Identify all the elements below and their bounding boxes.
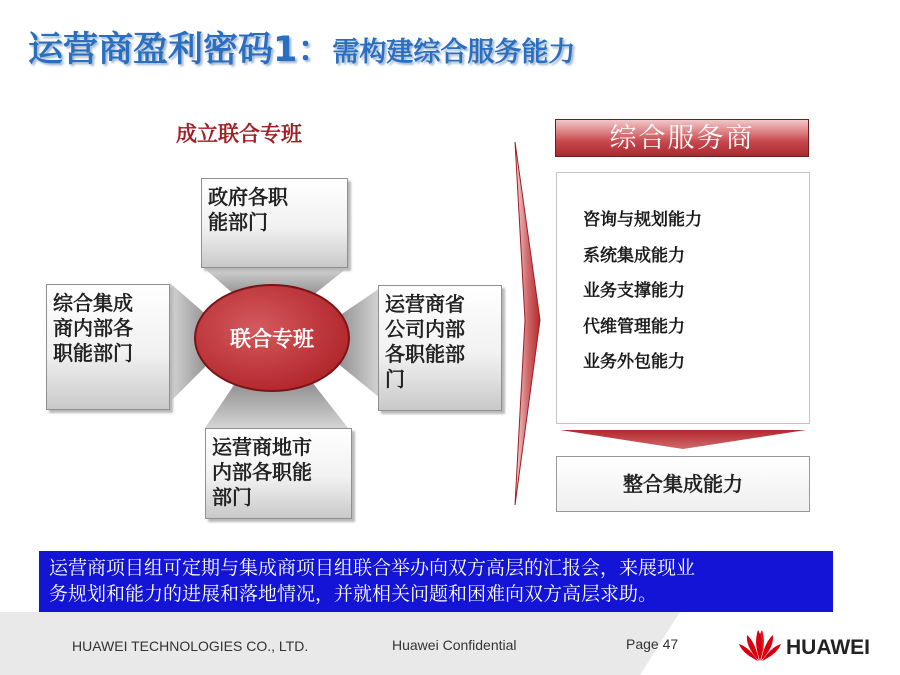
box-line: 运营商省 [385, 292, 465, 316]
box-line: 内部各职能 [212, 460, 312, 484]
diagram-heading: 成立联合专班 [176, 122, 302, 146]
footer-company: HUAWEI TECHNOLOGIES CO., LTD. [72, 638, 309, 654]
note-line: 务规划和能力的进展和落地情况，并就相关问题和困难向双方高层求助。 [49, 583, 658, 605]
note-box [39, 551, 833, 613]
box-line: 政府各职 [208, 185, 288, 209]
box-line: 门 [385, 367, 405, 391]
box-line: 能部门 [208, 210, 268, 234]
box-line: 运营商地市 [212, 435, 312, 459]
huawei-wordmark: HUAWEI [786, 636, 870, 659]
dept-box-integrator [46, 284, 170, 410]
box-line: 综合集成 [53, 291, 133, 315]
big-chevron-arrow [515, 142, 540, 505]
capability-list-box [556, 172, 810, 424]
box-line: 公司内部 [385, 317, 465, 341]
huawei-petal-logo-icon [738, 628, 782, 662]
integration-capability-box: 整合集成能力 [556, 456, 810, 512]
dept-box-city [205, 428, 352, 519]
capability-item: 代维管理能力 [583, 317, 685, 337]
dept-box-province [378, 285, 502, 411]
down-arrow [560, 430, 806, 449]
box-line: 部门 [212, 485, 252, 509]
title-part1: 运营商盈利密码1： [28, 30, 333, 70]
dept-box-government [201, 178, 348, 268]
footer-confidential: Huawei Confidential [392, 637, 517, 653]
box-line: 职能部门 [53, 341, 133, 365]
footer-page-number: Page 47 [626, 636, 679, 652]
title-part2: 需构建综合服务能力 [332, 37, 576, 68]
box-line: 各职能部 [385, 342, 465, 366]
capability-item: 系统集成能力 [583, 246, 685, 266]
capability-item: 咨询与规划能力 [583, 210, 702, 230]
service-provider-header: 综合服务商 [555, 119, 809, 157]
note-line: 运营商项目组可定期与集成商项目组联合举办向双方高层的汇报会，来展现业 [49, 557, 696, 579]
joint-team-oval: 联合专班 [194, 284, 350, 392]
box-line: 商内部各 [53, 316, 133, 340]
capability-item: 业务外包能力 [583, 352, 685, 372]
capability-item: 业务支撑能力 [583, 281, 685, 301]
